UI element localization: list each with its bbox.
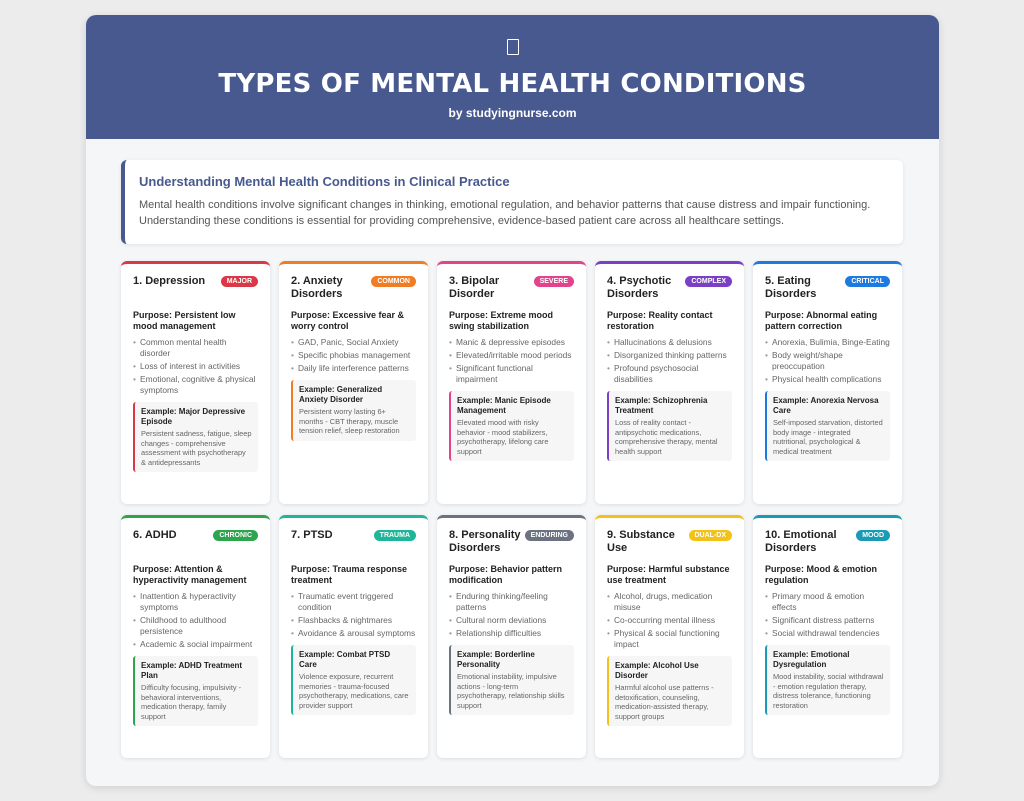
card-point: • Significant distress patterns [765,615,890,626]
example-description: Harmful alcohol use patterns - detoxification, counseling, medication-assisted therapy, support groups [615,683,714,721]
example-title: Example: Alcohol Use Disorder [615,661,699,680]
card-point: • Inattention & hyperactivity symptoms [133,591,258,613]
condition-card [121,515,270,758]
condition-card [753,261,902,504]
example-description: Loss of reality contact - antipsychotic medications, comprehensive therapy, mental health support [615,418,718,456]
conditions-grid [121,261,903,758]
card-example [765,645,890,715]
card-header [291,275,416,301]
card-purpose: Purpose: Abnormal eating pattern correction [765,310,878,331]
card-point: • Avoidance & arousal symptoms [291,628,416,639]
card-point: • Academic & social impairment [133,639,258,650]
card-header [133,275,258,301]
card-point: • Alcohol, drugs, medication misuse [607,591,732,613]
card-points [291,591,416,639]
example-title: Example: Schizophrenia Treatment [615,396,708,415]
card-example [133,656,258,726]
condition-card [437,261,586,504]
card-title: 9. Substance Use [607,529,675,554]
card-point: • Profound psychosocial disabilities [607,363,732,385]
example-description: Difficulty focusing, impulsivity - behavioral interventions, medication therapy, family support [141,683,242,721]
card-purpose: Purpose: Attention & hyperactivity management [133,564,247,585]
card-badge: COMPLEX [685,276,732,287]
card-point: • Physical health complications [765,374,890,385]
card-point: • Social withdrawal tendencies [765,628,890,639]
intro-title: Understanding Mental Health Conditions in Clinical Practice [139,174,510,189]
card-point: • Traumatic event triggered condition [291,591,416,613]
card-badge: SEVERE [534,276,574,287]
card-example [291,380,416,441]
card-badge: CHRONIC [213,530,258,541]
card-point: • Loss of interest in activities [133,361,258,372]
example-description: Mood instability, social withdrawal - emotion regulation therapy, distress tolerance, functioning restoration [773,672,884,710]
card-point: • Specific phobias management [291,350,416,361]
card-badge: COMMON [371,276,416,287]
condition-card [437,515,586,758]
card-purpose: Purpose: Reality contact restoration [607,310,713,331]
card-header [765,529,890,555]
card-title: 4. Psychotic Disorders [607,275,672,300]
condition-card [753,515,902,758]
card-point: • Elevated/irritable mood periods [449,350,574,361]
card-point: • Daily life interference patterns [291,363,416,374]
card-purpose: Purpose: Extreme mood swing stabilization [449,310,554,331]
example-description: Persistent worry lasting 6+ months - CBT therapy, muscle tension relief, sleep restoration [299,407,400,435]
card-title: 10. Emotional Disorders [765,529,837,554]
card-point: • Common mental health disorder [133,337,258,359]
card-point: • Hallucinations & delusions [607,337,732,348]
example-title: Example: Anorexia Nervosa Care [773,396,879,415]
condition-card [595,261,744,504]
card-purpose: Purpose: Harmful substance use treatment [607,564,730,585]
card-point: • Primary mood & emotion effects [765,591,890,613]
card-title: 6. ADHD [133,529,177,541]
condition-card [121,261,270,504]
card-badge: DUAL-DX [689,530,733,541]
card-points [765,591,890,639]
card-header [607,275,732,301]
card-points [133,337,258,396]
card-point: • Relationship difficulties [449,628,574,639]
card-point: • Disorganized thinking patterns [607,350,732,361]
card-header [765,275,890,301]
card-header [449,275,574,301]
example-title: Example: Borderline Personality [457,650,535,669]
card-purpose: Purpose: Mood & emotion regulation [765,564,877,585]
example-description: Self-imposed starvation, distorted body image - integrated nutritional, psychological & medical treatment [773,418,883,456]
card-points [133,591,258,650]
card-point: • Enduring thinking/feeling patterns [449,591,574,613]
card-example [291,645,416,715]
card-title: 7. PTSD [291,529,333,541]
card-points [449,337,574,385]
card-example [607,656,732,726]
card-points [607,591,732,650]
condition-card [595,515,744,758]
card-points [765,337,890,385]
card-point: • Childhood to adulthood persistence [133,615,258,637]
infographic-page [86,15,939,786]
card-header [291,529,416,555]
card-points [607,337,732,385]
card-point: • Cultural norm deviations [449,615,574,626]
card-title: 8. Personality Disorders [449,529,521,554]
page-subtitle: by studyingnurse.com [448,106,577,120]
card-example [765,391,890,461]
card-point: • Significant functional impairment [449,363,574,385]
example-description: Elevated mood with risky behavior - mood stabilizers, psychotherapy, lifelong care support [457,418,549,456]
clipboard-icon [507,39,519,55]
card-point: • Emotional, cognitive & physical symptoms [133,374,258,396]
card-example [133,402,258,472]
card-point: • Co-occurring mental illness [607,615,732,626]
card-points [291,337,416,374]
card-point: • GAD, Panic, Social Anxiety [291,337,416,348]
example-title: Example: Generalized Anxiety Disorder [299,385,383,404]
card-point: • Anorexia, Bulimia, Binge-Eating [765,337,890,348]
card-example [607,391,732,461]
example-description: Emotional instability, impulsive actions - long-term psychotherapy, relationship skills support [457,672,565,710]
card-point: • Physical & social functioning impact [607,628,732,650]
example-description: Violence exposure, recurrent memories - trauma-focused psychotherapy, medications, care provider support [299,672,409,710]
card-example [449,645,574,715]
card-points [449,591,574,639]
example-title: Example: Major Depressive Episode [141,407,246,426]
card-title: 5. Eating Disorders [765,275,817,300]
intro-text: Mental health conditions involve significant changes in thinking, emotional regulation, and behavior patterns that cause distress and impair functioning. Understanding these conditions is essential for providing comprehensive, evidence-based patient care across all healthcare settings. [139,199,871,227]
card-purpose: Purpose: Trauma response treatment [291,564,408,585]
card-title: 3. Bipolar Disorder [449,275,500,300]
card-header [133,529,258,555]
header [86,15,939,139]
card-badge: ENDURING [525,530,574,541]
card-header [449,529,574,555]
card-purpose: Purpose: Persistent low mood management [133,310,236,331]
card-purpose: Purpose: Excessive fear & worry control [291,310,405,331]
card-point: • Manic & depressive episodes [449,337,574,348]
example-title: Example: ADHD Treatment Plan [141,661,243,680]
card-badge: CRITICAL [845,276,890,287]
card-point: • Body weight/shape preoccupation [765,350,890,372]
example-title: Example: Emotional Dysregulation [773,650,850,669]
card-badge: TRAUMA [374,530,416,541]
page-title: TYPES OF MENTAL HEALTH CONDITIONS [218,69,807,99]
condition-card [279,261,428,504]
intro-box [121,160,903,244]
card-header [607,529,732,555]
card-purpose: Purpose: Behavior pattern modification [449,564,563,585]
card-title: 2. Anxiety Disorders [291,275,343,300]
card-example [449,391,574,461]
example-title: Example: Combat PTSD Care [299,650,391,669]
card-badge: MOOD [856,530,890,541]
condition-card [279,515,428,758]
card-point: • Flashbacks & nightmares [291,615,416,626]
card-badge: MAJOR [221,276,258,287]
card-title: 1. Depression [133,275,206,287]
example-description: Persistent sadness, fatigue, sleep changes - comprehensive assessment with psychotherapy & antidepressants [141,429,252,467]
example-title: Example: Manic Episode Management [457,396,551,415]
